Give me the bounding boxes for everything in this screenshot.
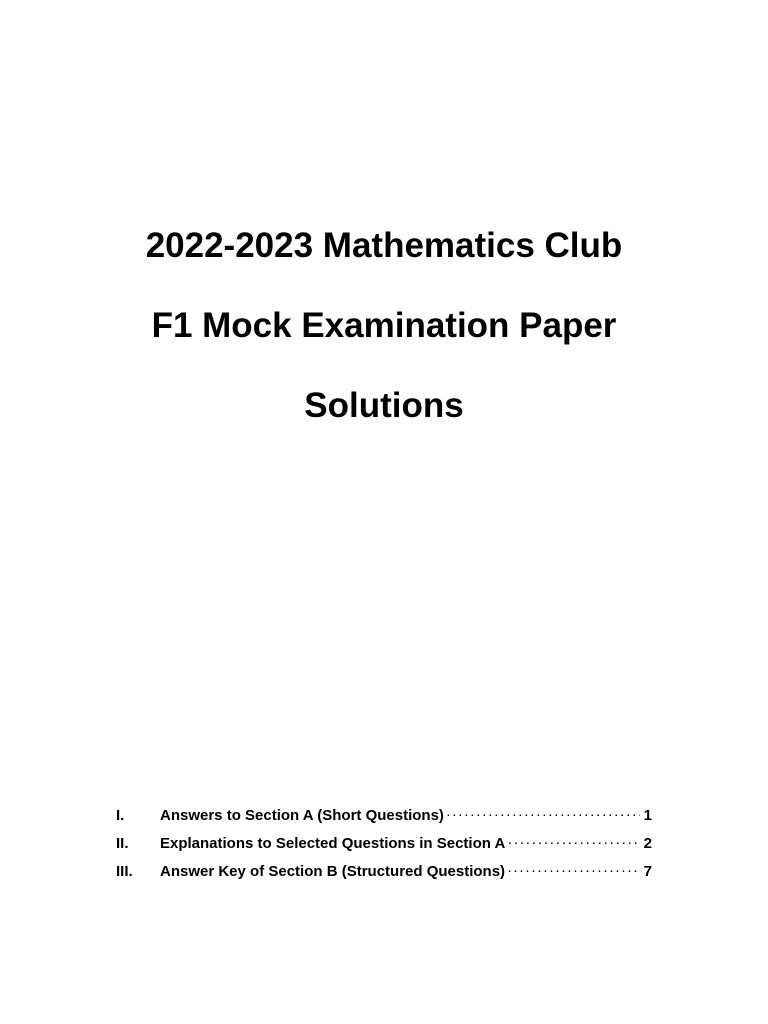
toc-page-number: 7 — [643, 863, 652, 880]
toc-numeral: II. — [116, 835, 129, 852]
toc-numeral: I. — [116, 807, 125, 824]
toc-dot-leader — [507, 833, 640, 853]
table-of-contents — [116, 806, 652, 890]
title-line-2: F1 Mock Examination Paper — [151, 306, 617, 345]
toc-entry-answer-key-section-b — [116, 862, 652, 890]
toc-label: Explanations to Selected Questions in Section A — [160, 835, 506, 852]
title-line-1: 2022-2023 Mathematics Club — [145, 226, 623, 265]
title-line-3: Solutions — [304, 386, 464, 425]
toc-dot-leader — [446, 805, 640, 825]
toc-label: Answers to Section A (Short Questions) — [160, 807, 444, 824]
toc-dot-leader — [507, 861, 640, 881]
toc-entry-explanations-section-a — [116, 834, 652, 862]
toc-page-number: 1 — [643, 807, 652, 824]
toc-label: Answer Key of Section B (Structured Questions) — [160, 863, 506, 880]
toc-entry-answers-section-a — [116, 806, 652, 834]
toc-page-number: 2 — [643, 835, 652, 852]
toc-numeral: III. — [116, 863, 133, 880]
